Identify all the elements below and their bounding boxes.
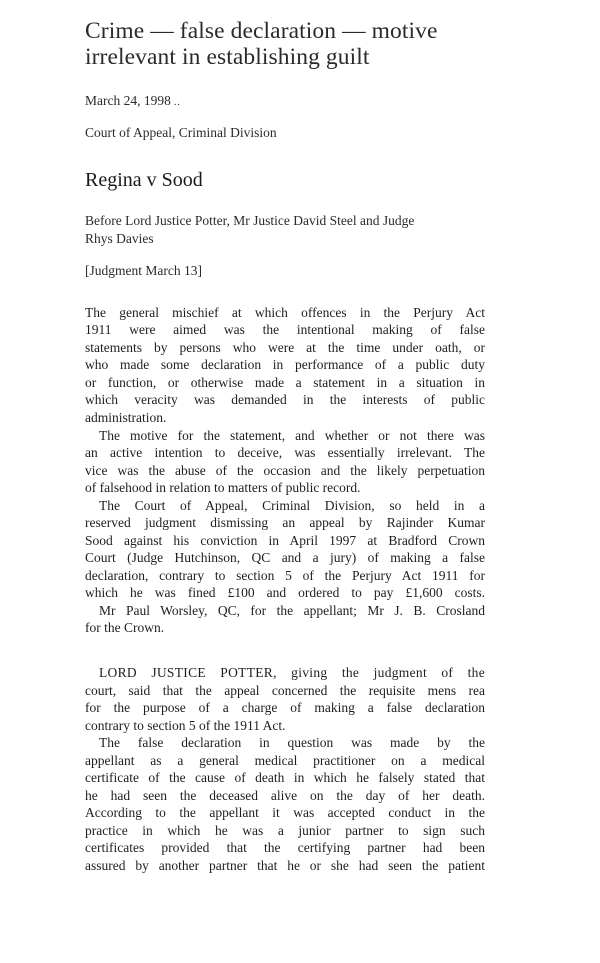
summary-line: administration. xyxy=(85,410,167,425)
summary-line: 1911 were aimed was the intentional making of false xyxy=(85,322,485,337)
summary-line: Sood against his conviction in April 1997 at Bradford Crown xyxy=(85,533,485,548)
summary-line: The general mischief at which offences in the Perjury Act xyxy=(85,305,485,320)
summary-line: which he was fined £100 and ordered to pay £1,600 costs. xyxy=(85,585,485,600)
judgment-line: for the purpose of a charge of making a false declaration xyxy=(85,700,485,715)
judgment-line: The false declaration in question was made by the xyxy=(99,735,485,750)
summary-line: of falsehood in relation to matters of public record. xyxy=(85,480,361,495)
judgment-line: practice in which he was a junior partner to sign such xyxy=(85,823,485,838)
judgment-line: he had seen the deceased alive on the day of her death. xyxy=(85,788,485,803)
summary-line: reserved judgment dismissing an appeal by Rajinder Kumar xyxy=(85,515,485,530)
judgment-line: certificate of the cause of death in which he falsely stated that xyxy=(85,770,485,785)
summary-line: Mr Paul Worsley, QC, for the appellant; Mr J. B. Crosland xyxy=(99,603,485,618)
bench-line-1: Before Lord Justice Potter, Mr Justice David Steel and Judge xyxy=(85,213,415,228)
judgment-line: assured by another partner that he or she had seen the patient xyxy=(85,858,485,873)
bench-line xyxy=(85,212,485,248)
judgment-line: certificates provided that the certifying partner had been xyxy=(85,840,485,855)
summary-line: vice was the abuse of the occasion and the likely perpetuation xyxy=(85,463,485,478)
summary-line: statements by persons who were at the time under oath, or xyxy=(85,340,485,355)
headline-line-2: irrelevant in establishing guilt xyxy=(85,44,370,70)
date-mark: .. xyxy=(173,97,181,108)
headline xyxy=(85,18,565,70)
judgment-line: court, said that the appeal concerned the requisite mens rea xyxy=(85,683,485,698)
judgment-line: appellant as a general medical practitioner on a medical xyxy=(85,753,485,768)
judgment-line: contrary to section 5 of the 1911 Act. xyxy=(85,718,286,733)
summary-line: Court (Judge Hutchinson, QC and a jury) of making a false xyxy=(85,550,485,565)
summary-line: for the Crown. xyxy=(85,620,165,635)
judgment-line: LORD JUSTICE POTTER, giving the judgment of the xyxy=(99,665,485,680)
summary-line: The motive for the statement, and whether or not there was xyxy=(99,428,485,443)
summary-line: an active intention to deceive, was essentially irrelevant. The xyxy=(85,445,485,460)
case-title: Regina v Sood xyxy=(85,169,203,191)
judgment-date: [Judgment March 13] xyxy=(85,263,202,278)
summary-line: declaration, contrary to section 5 of the Perjury Act 1911 for xyxy=(85,568,485,583)
summary-line: which veracity was demanded in the interests of public xyxy=(85,392,485,407)
report-date xyxy=(85,93,181,111)
summary-line: The Court of Appeal, Criminal Division, so held in a xyxy=(99,498,485,513)
headline-line-1: Crime — false declaration — motive xyxy=(85,18,438,44)
report-date-text: March 24, 1998 xyxy=(85,93,171,108)
judgment-line: According to the appellant it was accepted conduct in the xyxy=(85,805,485,820)
summary-line: or function, or otherwise made a statement in a situation in xyxy=(85,375,485,390)
bench-line-2: Rhys Davies xyxy=(85,231,154,246)
summary-line: who made some declaration in performance of a public duty xyxy=(85,357,485,372)
court-name: Court of Appeal, Criminal Division xyxy=(85,125,277,140)
